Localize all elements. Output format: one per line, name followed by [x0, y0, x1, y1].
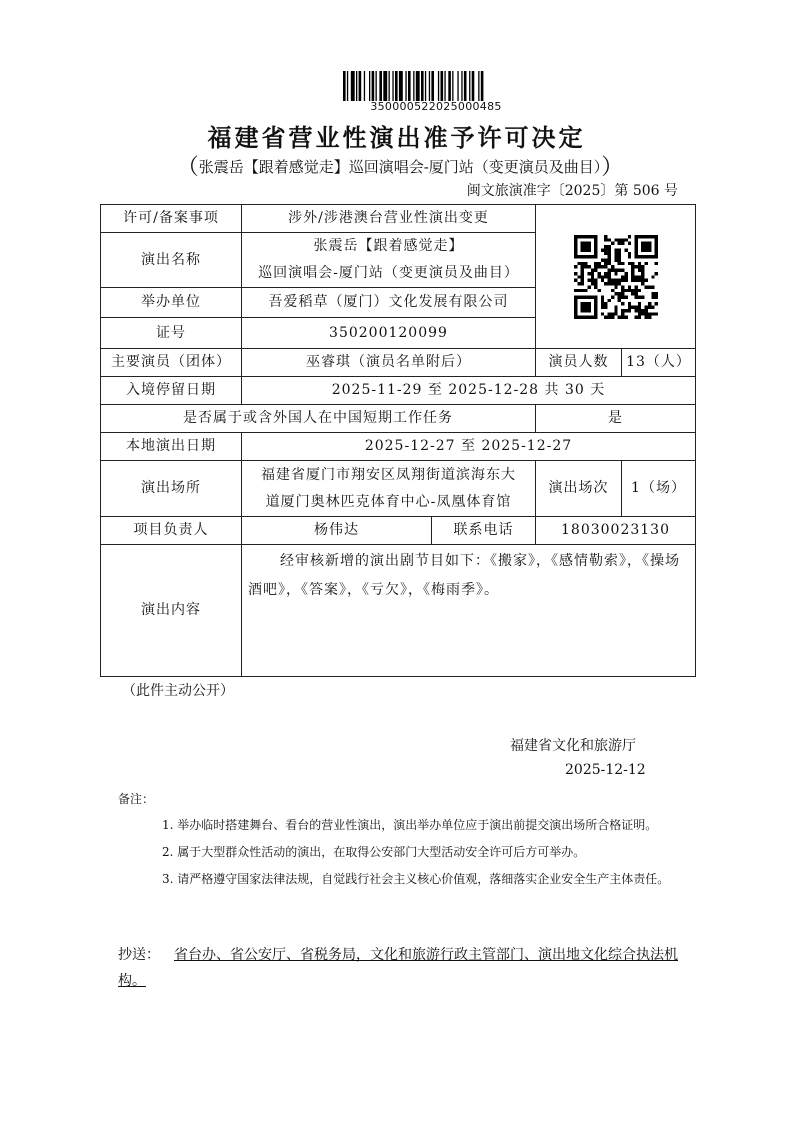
note-item: 3. 请严格遵守国家法律法规，自觉践行社会主义核心价值观，落细落实企业安全生产主体责任。 — [162, 872, 670, 886]
performer-count-label: 演员人数 — [536, 349, 622, 377]
license-label: 证号 — [101, 318, 242, 349]
license-value: 350200120099 — [242, 318, 536, 349]
cc-recipients: 省台办、省公安厅、省税务局，文化和旅游行政主管部门、演出地文化综合执法机构。 — [118, 947, 678, 989]
barcode-number: 350000522025000485 — [370, 100, 502, 113]
phone-label: 联系电话 — [432, 517, 536, 545]
manager-value: 杨伟达 — [242, 517, 432, 545]
cc-label: 抄送： — [118, 947, 160, 963]
issuer-name: 福建省文化和旅游厅 — [510, 738, 636, 754]
show-name-line2: 巡回演唱会-厦门站（变更演员及曲目） — [258, 265, 519, 281]
qr-code-cell — [536, 205, 696, 349]
local-dates-value: 2025-12-27 至 2025-12-27 — [242, 433, 696, 461]
local-dates-label: 本地演出日期 — [101, 433, 242, 461]
note-item: 1. 举办临时搭建舞台、看台的营业性演出，演出举办单位应于演出前提交演出场所合格证明。 — [162, 818, 658, 832]
document-number: 闽文旅演准字〔2025〕第 506 号 — [466, 183, 678, 199]
performer-count-value: 13（人） — [622, 349, 696, 377]
permit-item-label: 许可/备案事项 — [101, 205, 242, 233]
document-subtitle — [160, 150, 640, 181]
public-disclosure-note: （此件主动公开） — [122, 683, 234, 699]
cc-section — [118, 942, 678, 994]
venue-value — [242, 461, 536, 517]
barcode-image — [343, 71, 529, 101]
content-cell — [242, 545, 696, 677]
content-value: 经审核新增的演出剧节目如下：《搬家》，《感情勒索》，《操场酒吧》，《答案》，《亏欠》，《梅雨季》。 — [248, 553, 680, 598]
venue-line1: 福建省厦门市翔安区凤翔街道滨海东大 — [261, 466, 516, 483]
performers-value: 巫睿琪（演员名单附后） — [242, 349, 536, 377]
organizer-label: 举办单位 — [101, 288, 242, 318]
subtitle-text: 张震岳【跟着感觉走】巡回演唱会-厦门站（变更演员及曲目） — [198, 158, 602, 176]
stay-label: 入境停留日期 — [101, 377, 242, 405]
notes-label: 备注： — [118, 792, 155, 806]
foreign-work-label: 是否属于或含外国人在中国短期工作任务 — [101, 405, 536, 433]
venue-label: 演出场所 — [101, 461, 242, 517]
document-title: 福建省营业性演出准予许可决定 — [207, 124, 586, 152]
permit-item-value: 涉外/涉港澳台营业性演出变更 — [242, 205, 536, 233]
show-name-line1: 张震岳【跟着感觉走】 — [313, 238, 464, 254]
permit-table — [100, 204, 696, 677]
subtitle-close-paren: ） — [601, 155, 624, 180]
show-name-value — [242, 233, 536, 288]
sessions-value: 1（场） — [622, 461, 696, 517]
show-name-label: 演出名称 — [101, 233, 242, 288]
performers-label: 主要演员（团体） — [101, 349, 242, 377]
venue-line2: 道厦门奥林匹克体育中心-凤凰体育馆 — [265, 493, 512, 510]
subtitle-open-paren: （ — [176, 155, 199, 180]
manager-label: 项目负责人 — [101, 517, 242, 545]
foreign-work-value: 是 — [536, 405, 696, 433]
organizer-value: 吾爱稻草（厦门）文化发展有限公司 — [242, 288, 536, 318]
note-item: 2. 属于大型群众性活动的演出，在取得公安部门大型活动安全许可后方可举办。 — [162, 845, 586, 859]
stay-value: 2025-11-29 至 2025-12-28 共 30 天 — [242, 377, 696, 405]
issue-date: 2025-12-12 — [565, 762, 646, 778]
content-label: 演出内容 — [101, 545, 242, 677]
sessions-label: 演出场次 — [536, 461, 622, 517]
qr-code-image — [574, 235, 658, 319]
phone-value: 18030023130 — [536, 517, 696, 545]
